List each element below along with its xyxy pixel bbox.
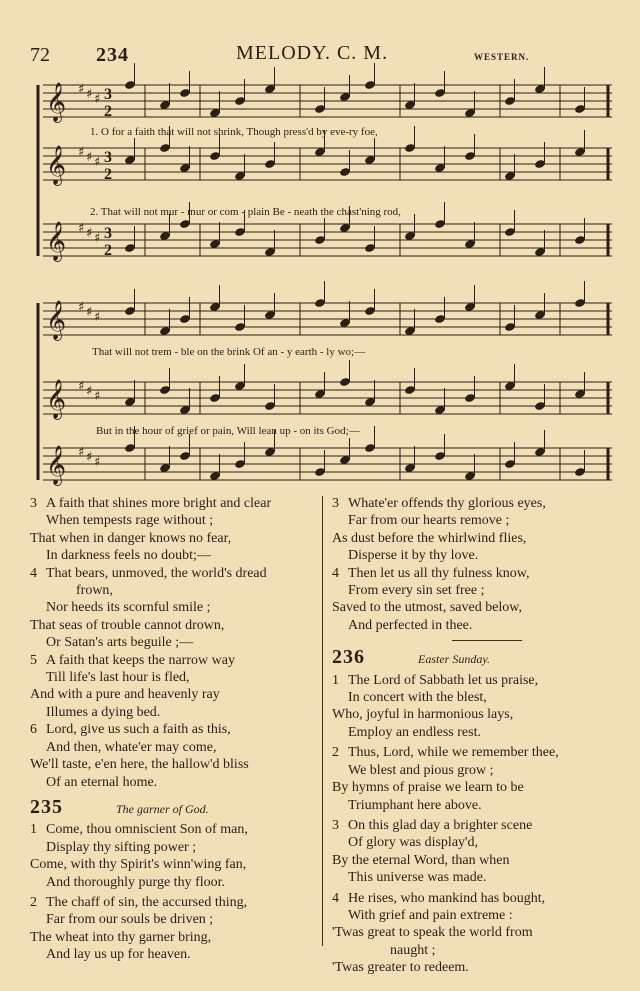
tune-title: MELODY. C. M. (236, 42, 389, 64)
clef-icon: 𝄞 (46, 82, 67, 122)
sharp-icon: ♯ (78, 221, 85, 236)
sharp-icon: ♯ (94, 310, 101, 325)
hymn-236-number: 236 (332, 646, 365, 669)
sharp-icon: ♯ (94, 155, 101, 170)
lyric-system2-verse2: But in the hour of grief or pain, Will lean up - on its God;— (96, 425, 360, 437)
sharp-icon: ♯ (78, 379, 85, 394)
time-signature-top: 3 (104, 86, 112, 103)
stanza-234-4: 4 That bears, unmoved, the world's dread frown, Nor heeds its scornful smile ; That seas of trouble cannot drown, Or Satan's arts beguile ;— (30, 565, 267, 651)
sharp-icon: ♯ (78, 82, 85, 97)
sharp-icon: ♯ (78, 300, 85, 315)
hymn-236-title: Easter Sunday. (418, 652, 490, 667)
stanza-234-5: 5 A faith that keeps the narrow way Till life's last hour is fled, And with a pure and heavenly ray Illumes a dying bed. (30, 652, 235, 720)
clef-icon: 𝄞 (46, 145, 67, 185)
sharp-icon: ♯ (94, 92, 101, 107)
time-signature-bottom: 2 (104, 166, 112, 183)
time-signature-bottom: 2 (104, 103, 112, 120)
section-rule (452, 640, 522, 641)
hymn-235-title: The garner of God. (116, 801, 209, 816)
stanza-236-4: 4 He rises, who mankind has bought, With grief and pain extreme : 'Twas great to speak the world from naught ; 'Twas greater to redeem. (332, 890, 546, 976)
stanza-235-1: 1 Come, thou omniscient Son of man, Display thy sifting power ; Come, with thy Spirit's winn'wing fan, And thoroughly purge thy floor. (30, 822, 248, 890)
time-signature-top: 3 (104, 225, 112, 242)
time-signature-top: 3 (104, 149, 112, 166)
stanza-234-6: 6 Lord, give us such a faith as this, And then, whate'er may come, We'll taste, e'en here, the hallow'd bliss Of an eternal home. (30, 722, 249, 790)
hymn-235-number: 235 (30, 795, 63, 818)
lyric-system2-verse1: That will not trem - ble on the brink Of an - y earth - ly wo;— (92, 346, 366, 358)
stanza-234-3: 3 A faith that shines more bright and clear When tempests rage without ; That when in danger knows no fear, In darkness feels no doubt;— (30, 496, 272, 564)
stanza-235-2: 2 The chaff of sin, the accursed thing, Far from our souls be driven ; The wheat into thy garner bring, And lay us up for heaven. (30, 894, 248, 963)
stanza-236-2: 2 Thus, Lord, while we remember thee, We blest and pious grow ; By hymns of praise we learn to be Triumphant here above. (332, 745, 559, 813)
sharp-icon: ♯ (86, 384, 93, 399)
lyric-system1-verse2: 2. That will not mur - mur or com - plain Be - neath the chast'ning rod, (90, 206, 401, 218)
sharp-icon: ♯ (86, 450, 93, 465)
time-signature-bottom: 2 (104, 242, 112, 259)
stanza-236-3: 3 On this glad day a brighter scene Of glory was display'd, By the eternal Word, than when This universe was made. (332, 817, 533, 886)
sharp-icon: ♯ (78, 145, 85, 160)
stanza-236-1: 1 The Lord of Sabbath let us praise, In concert with the blest, Who, joyful in harmonious lays, Employ an endless rest. (332, 672, 539, 740)
sharp-icon: ♯ (94, 389, 101, 404)
sharp-icon: ♯ (86, 305, 93, 320)
clef-icon: 𝄞 (46, 379, 67, 419)
hymn-236-heading (332, 646, 612, 669)
sharp-icon: ♯ (86, 150, 93, 165)
column-divider (322, 496, 323, 946)
clef-icon: 𝄞 (46, 300, 67, 340)
left-column (30, 495, 320, 964)
stanza-234-right-3: 3 Whate'er offends thy glorious eyes, Far from our hearts remove ; As dust before the whirlwind flies, Disperse it by thy love. (332, 496, 546, 564)
sharp-icon: ♯ (86, 226, 93, 241)
lyric-system1-verse1: 1. O for a faith that will not shrink, Though press'd by eve-ry foe, (90, 126, 378, 138)
sharp-icon: ♯ (86, 87, 93, 102)
tune-number: 234 (96, 44, 129, 66)
composer-name: WESTERN. (474, 52, 530, 62)
clef-icon: 𝄞 (46, 445, 67, 485)
right-column (332, 495, 612, 977)
sharp-icon: ♯ (94, 231, 101, 246)
stanza-234-right-4: 4 Then let us all thy fulness know, From every sin set free ; Saved to the utmost, saved below, And perfected in thee. (332, 565, 530, 633)
sharp-icon: ♯ (78, 445, 85, 460)
sharp-icon: ♯ (94, 455, 101, 470)
page-number: 72 (30, 44, 50, 66)
clef-icon: 𝄞 (46, 221, 67, 261)
hymn-235-heading (30, 795, 320, 818)
